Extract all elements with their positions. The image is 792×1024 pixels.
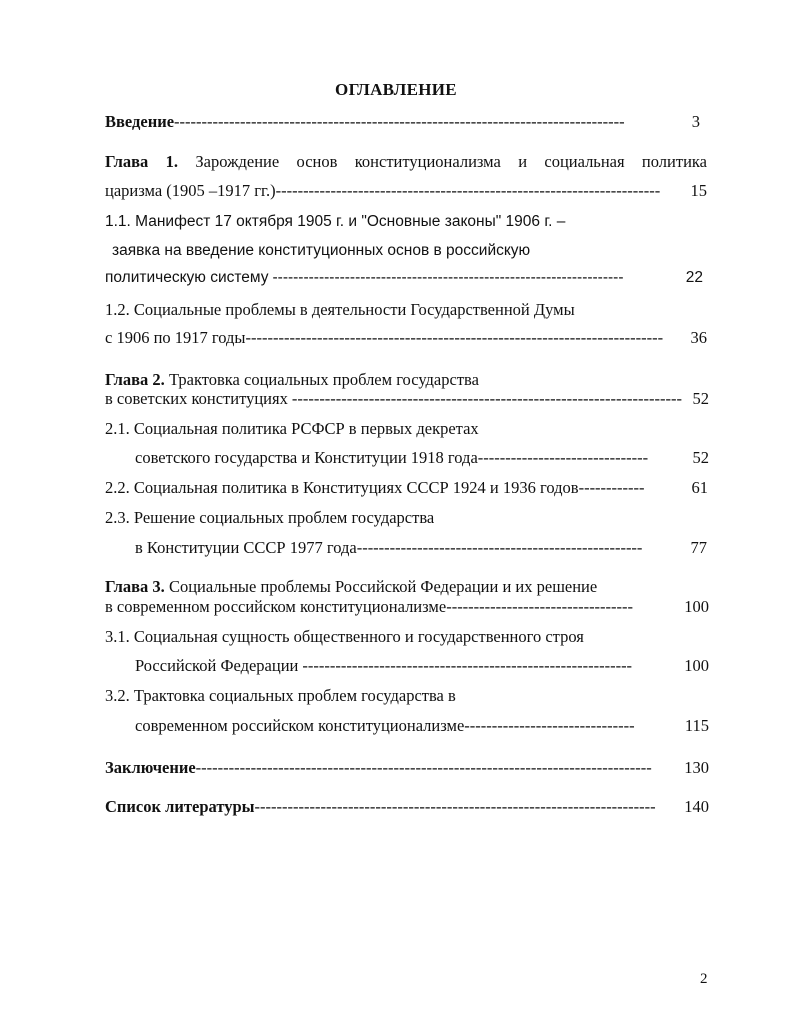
toc-chapter-3-title: Социальные проблемы Российской Федерации и их решение	[168, 577, 598, 596]
toc-section-1-1-title-cont: политическую систему	[105, 269, 269, 286]
toc-entry-references-page: 140	[684, 797, 709, 816]
toc-chapter-2-page: 52	[692, 389, 709, 408]
toc-section-3-1-line1: 3.1. Социальная сущность общественного и государственного строя	[105, 627, 584, 646]
toc-chapter-2-line2	[105, 389, 709, 409]
toc-chapter-3-line2	[105, 597, 709, 617]
toc-section-1-1-leader: --------------------------------------------------------------------	[272, 269, 624, 286]
toc-chapter-1-title-cont: царизма (1905 –1917 гг.)	[105, 181, 276, 200]
toc-entry-conclusion-label: Заключение	[105, 758, 196, 777]
toc-section-2-3-title-cont: в Конституции СССР 1977 года	[135, 538, 357, 557]
toc-section-2-2-leader: ------------	[578, 478, 645, 497]
toc-section-1-1-line3	[105, 268, 703, 288]
toc-section-2-3-line2	[135, 538, 707, 558]
toc-chapter-1-label: Глава 1.	[105, 152, 179, 171]
toc-section-3-2-line2	[135, 716, 709, 736]
toc-chapter-1-page: 15	[690, 181, 707, 200]
toc-entry-intro-label: Введение	[105, 112, 175, 131]
toc-title: ОГЛАВЛЕНИЕ	[335, 80, 457, 99]
toc-section-2-2	[105, 478, 708, 498]
toc-chapter-1-leader: ----------------------------------------------------------------------	[275, 181, 661, 200]
toc-section-2-3-leader: ----------------------------------------------------	[356, 538, 643, 557]
toc-section-3-2-leader: -------------------------------	[464, 716, 635, 735]
toc-chapter-3-title-cont: в современном российском конституционализме	[105, 597, 447, 616]
toc-section-1-2-page: 36	[690, 328, 707, 347]
toc-chapter-2-line1	[105, 370, 479, 390]
toc-chapter-2-title: Трактовка социальных проблем государства	[168, 370, 479, 389]
toc-entry-conclusion	[105, 758, 709, 778]
page-number: 2	[700, 971, 708, 987]
toc-section-2-1-page: 52	[692, 448, 709, 467]
toc-entry-intro-page: 3	[691, 112, 700, 131]
toc-section-2-1-title-cont: советского государства и Конституции 1918 года	[135, 448, 478, 467]
toc-entry-conclusion-leader: -----------------------------------------------------------------------------------	[195, 758, 652, 777]
toc-section-1-1-line1: 1.1. Манифест 17 октября 1905 г. и "Основные законы" 1906 г. –	[105, 213, 566, 230]
toc-section-3-1-title-cont: Российской Федерации	[135, 656, 299, 675]
toc-section-2-1-line1: 2.1. Социальная политика РСФСР в первых декретах	[105, 419, 479, 438]
toc-section-3-1-page: 100	[684, 656, 709, 675]
toc-chapter-3-label: Глава 3.	[105, 577, 165, 596]
toc-section-2-1-leader: -------------------------------	[477, 448, 649, 467]
toc-section-1-2-line2	[105, 328, 707, 348]
toc-section-1-1-page: 22	[685, 269, 703, 286]
toc-section-2-1-line2	[135, 448, 709, 468]
toc-entry-references-label: Список литературы	[105, 797, 255, 816]
toc-section-1-2-leader: ----------------------------------------------------------------------------	[245, 328, 664, 347]
toc-section-2-3-line1: 2.3. Решение социальных проблем государства	[105, 508, 435, 527]
toc-chapter-2-label: Глава 2.	[105, 370, 165, 389]
toc-section-3-2-title-cont: современном российском конституционализме	[135, 716, 465, 735]
toc-chapter-1-line2	[105, 181, 707, 201]
toc-section-2-2-title: 2.2. Социальная политика в Конституциях СССР 1924 и 1936 годов	[105, 478, 579, 497]
toc-section-2-3-page: 77	[690, 538, 707, 557]
toc-section-2-2-page: 61	[691, 478, 708, 497]
toc-chapter-2-leader: -----------------------------------------------------------------------	[291, 389, 682, 408]
toc-section-1-2-line1: 1.2. Социальные проблемы в деятельности Государственной Думы	[105, 300, 575, 319]
toc-section-3-1-line2	[135, 656, 709, 676]
toc-chapter-3-leader: ----------------------------------	[446, 597, 634, 616]
toc-entry-conclusion-page: 130	[684, 758, 709, 777]
toc-chapter-2-title-cont: в советских конституциях	[105, 389, 288, 408]
toc-section-3-2-line1: 3.2. Трактовка социальных проблем государства в	[105, 686, 456, 705]
toc-section-1-1-line2: заявка на введение конституционных основ в российскую	[112, 242, 531, 259]
toc-entry-references	[105, 797, 709, 817]
toc-chapter-3-line1	[105, 577, 597, 597]
toc-chapter-1-title: Зарождение основ конституционализма и социальная политика	[195, 152, 707, 171]
toc-chapter-1-line1	[105, 152, 707, 172]
toc-chapter-3-page: 100	[684, 597, 709, 616]
toc-entry-references-leader: -------------------------------------------------------------------------	[254, 797, 656, 816]
toc-entry-intro-leader: ----------------------------------------------------------------------------------	[174, 112, 625, 131]
toc-entry-intro	[105, 112, 700, 132]
toc-section-3-1-leader: ------------------------------------------------------------	[302, 656, 633, 675]
toc-section-1-2-title-cont: с 1906 по 1917 годы	[105, 328, 246, 347]
toc-section-3-2-page: 115	[684, 716, 709, 735]
